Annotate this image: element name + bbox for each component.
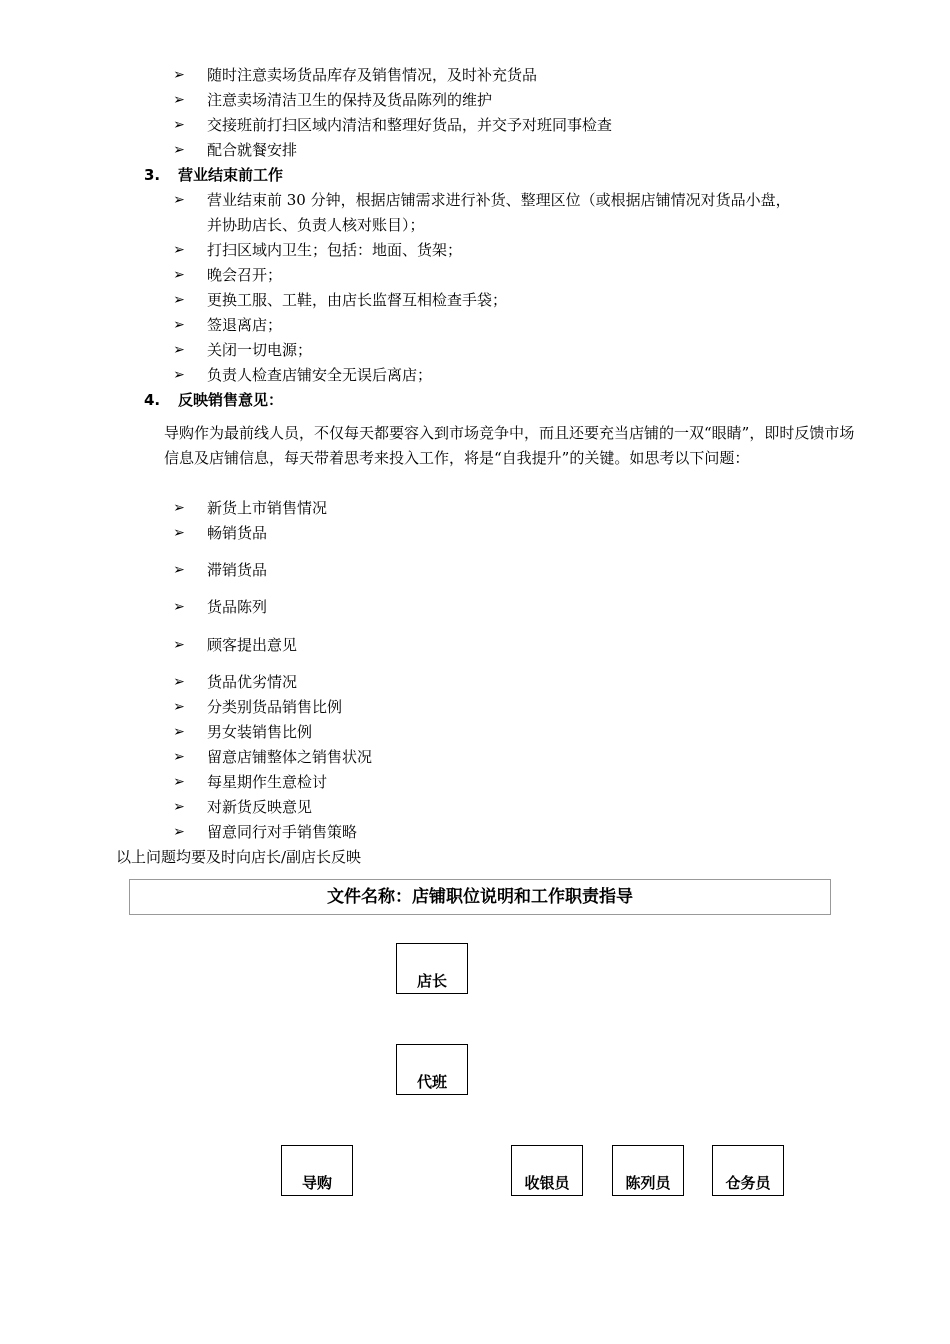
arrow-bullet-icon: ➢ <box>173 724 185 740</box>
arrow-bullet-icon: ➢ <box>173 142 185 158</box>
arrow-bullet-icon: ➢ <box>173 674 185 690</box>
arrow-bullet-icon: ➢ <box>173 117 185 133</box>
arrow-bullet-icon: ➢ <box>173 824 185 840</box>
list-item-text: 负责人检查店铺安全无误后离店； <box>207 366 433 384</box>
list-item-text: 注意卖场清洁卫生的保持及货品陈列的维护 <box>207 91 493 109</box>
arrow-bullet-icon: ➢ <box>173 267 185 283</box>
list-item-text: 货品陈列 <box>207 598 268 616</box>
arrow-bullet-icon: ➢ <box>173 525 185 541</box>
arrow-bullet-icon: ➢ <box>173 92 185 108</box>
list-item-text: 留意店铺整体之销售状况 <box>207 748 373 766</box>
list-item-text: 打扫区域内卫生；包括：地面、货架； <box>207 241 463 259</box>
arrow-bullet-icon: ➢ <box>173 749 185 765</box>
arrow-bullet-icon: ➢ <box>173 637 185 653</box>
list-item-text: 留意同行对手销售策略 <box>207 823 358 841</box>
arrow-bullet-icon: ➢ <box>173 192 185 208</box>
list-item-text: 晚会召开； <box>207 266 283 284</box>
arrow-bullet-icon: ➢ <box>173 67 185 83</box>
arrow-bullet-icon: ➢ <box>173 317 185 333</box>
list-item-text: 分类别货品销售比例 <box>207 698 343 716</box>
arrow-bullet-icon: ➢ <box>173 342 185 358</box>
org-box-label: 店长 <box>416 972 447 990</box>
org-box-label: 收银员 <box>524 1174 570 1192</box>
document-title: 文件名称：店铺职位说明和工作职责指导 <box>129 879 831 915</box>
org-box-label: 陈列员 <box>625 1174 671 1192</box>
list-item-text: 交接班前打扫区域内清洁和整理好货品，并交予对班同事检查 <box>207 116 613 134</box>
section-number: 3. <box>144 166 161 184</box>
list-item-text: 每星期作生意检讨 <box>207 773 328 791</box>
org-box-deputy <box>396 1044 468 1095</box>
arrow-bullet-icon: ➢ <box>173 562 185 578</box>
list-item-text: 关闭一切电源； <box>207 341 313 359</box>
arrow-bullet-icon: ➢ <box>173 699 185 715</box>
list-item-text: 货品优劣情况 <box>207 673 298 691</box>
org-box-staff <box>612 1145 684 1196</box>
org-box-manager <box>396 943 468 994</box>
arrow-bullet-icon: ➢ <box>173 367 185 383</box>
org-box-label: 仓务员 <box>725 1174 771 1192</box>
section-paragraph: 导购作为最前线人员，不仅每天都要容入到市场竞争中，而且还要充当店铺的一双“眼睛”，即时反馈市场信息及店铺信息，每天带着思考来投入工作，将是“自我提升”的关键。如思考以下问题： <box>164 424 855 467</box>
arrow-bullet-icon: ➢ <box>173 500 185 516</box>
org-box-label: 代班 <box>416 1073 447 1091</box>
list-item-text: 营业结束前 30 分钟，根据店铺需求进行补货、整理区位（或根据店铺情况对货品小盘， <box>207 191 791 209</box>
list-item-text: 畅销货品 <box>207 524 268 542</box>
list-item-text: 随时注意卖场货品库存及销售情况，及时补充货品 <box>207 66 538 84</box>
list-item-text: 顾客提出意见 <box>207 636 298 654</box>
closing-note: 以上问题均要及时向店长/副店长反映 <box>116 848 362 866</box>
arrow-bullet-icon: ➢ <box>173 799 185 815</box>
list-item-text: 男女装销售比例 <box>207 723 313 741</box>
org-box-label: 导购 <box>301 1174 332 1192</box>
list-item-text: 滞销货品 <box>207 561 268 579</box>
section-title: 营业结束前工作 <box>178 166 284 184</box>
arrow-bullet-icon: ➢ <box>173 242 185 258</box>
section-number: 4. <box>144 391 161 409</box>
arrow-bullet-icon: ➢ <box>173 599 185 615</box>
arrow-bullet-icon: ➢ <box>173 292 185 308</box>
org-box-staff <box>511 1145 583 1196</box>
list-item-text: 并协助店长、负责人核对账目）； <box>207 216 425 234</box>
org-box-staff <box>281 1145 353 1196</box>
list-item-text: 对新货反映意见 <box>207 798 313 816</box>
list-item-text: 配合就餐安排 <box>207 141 298 159</box>
arrow-bullet-icon: ➢ <box>173 774 185 790</box>
org-box-staff <box>712 1145 784 1196</box>
section-title: 反映销售意见： <box>178 391 284 409</box>
list-item-text: 新货上市销售情况 <box>207 499 328 517</box>
list-item-text: 更换工服、工鞋，由店长监督互相检查手袋； <box>207 291 508 309</box>
list-item-text: 签退离店； <box>207 316 283 334</box>
